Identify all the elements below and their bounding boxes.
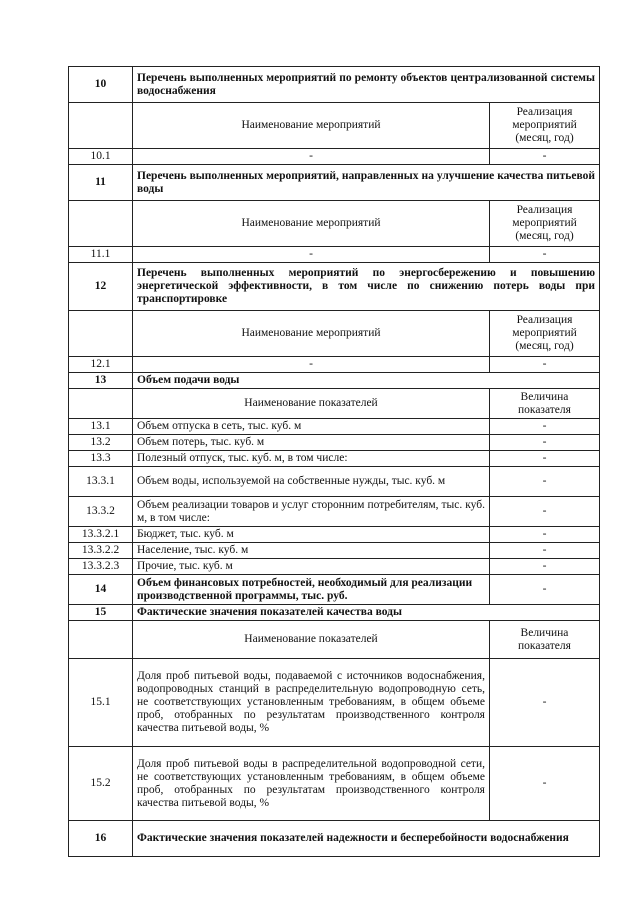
row-value: - [489,659,599,747]
row-value: - [489,419,599,435]
table-row [69,527,600,543]
column-header-name: Наименование мероприятий [133,103,490,149]
table-row [69,747,600,821]
table-row [69,559,600,575]
table-row [69,467,600,497]
table-row [69,389,600,419]
table-row [69,621,600,659]
column-header-value: Реализация мероприятий (месяц, год) [489,311,599,357]
row-name: - [133,247,490,263]
row-value: - [489,357,599,373]
report-table [68,66,600,857]
row-value: - [489,467,599,497]
section-title: Перечень выполненных мероприятий по ремонту объектов централизованной системы водоснабжения [133,67,600,103]
row-name: Доля проб питьевой воды, подаваемой с источников водоснабжения, водопроводных станций в распределительную водопроводную сеть, не соответствующих установленным требованиям, в общем объеме проб, отобранных по результатам производственного контроля качества питьевой воды, % [133,659,490,747]
table-row [69,311,600,357]
row-number: 15.1 [69,659,133,747]
table-row [69,357,600,373]
column-header-name: Наименование показателей [133,621,490,659]
row-name: Население, тыс. куб. м [133,543,490,559]
row-name: Прочие, тыс. куб. м [133,559,490,575]
empty-cell [69,311,133,357]
row-number: 13.3.2.1 [69,527,133,543]
row-number: 12.1 [69,357,133,373]
row-number: 11 [69,165,133,201]
row-number: 11.1 [69,247,133,263]
row-value: - [489,527,599,543]
row-name: Объем отпуска в сеть, тыс. куб. м [133,419,490,435]
row-number: 15.2 [69,747,133,821]
row-number: 13 [69,373,133,389]
row-number: 15 [69,605,133,621]
column-header-value: Реализация мероприятий (месяц, год) [489,201,599,247]
row-name: - [133,149,490,165]
row-number: 10 [69,67,133,103]
row-number: 10.1 [69,149,133,165]
column-header-value: Величина показателя [489,389,599,419]
table-row [69,67,600,103]
row-value: - [489,149,599,165]
empty-cell [69,103,133,149]
row-name: Объем реализации товаров и услуг сторонним потребителям, тыс. куб. м, в том числе: [133,497,490,527]
table-row [69,659,600,747]
row-value: - [489,497,599,527]
section-title: Перечень выполненных мероприятий, направленных на улучшение качества питьевой воды [133,165,600,201]
row-name: Полезный отпуск, тыс. куб. м, в том числе: [133,451,490,467]
table-row [69,201,600,247]
row-value: - [489,247,599,263]
row-number: 13.1 [69,419,133,435]
empty-cell [69,621,133,659]
row-value: - [489,451,599,467]
table-row [69,605,600,621]
column-header-value: Величина показателя [489,621,599,659]
row-number: 13.3 [69,451,133,467]
row-name: Бюджет, тыс. куб. м [133,527,490,543]
row-number: 13.3.2.3 [69,559,133,575]
row-value: - [489,435,599,451]
column-header-name: Наименование мероприятий [133,201,490,247]
table-row [69,419,600,435]
column-header-name: Наименование показателей [133,389,490,419]
column-header-value: Реализация мероприятий (месяц, год) [489,103,599,149]
table-row [69,543,600,559]
empty-cell [69,389,133,419]
row-name: - [133,357,490,373]
table-row [69,435,600,451]
section-title: Фактические значения показателей надежности и бесперебойности водоснабжения [133,821,600,857]
row-value: - [489,575,599,605]
section-title: Фактические значения показателей качества воды [133,605,600,621]
row-name: Объем воды, используемой на собственные нужды, тыс. куб. м [133,467,490,497]
row-number: 13.3.2.2 [69,543,133,559]
row-number: 14 [69,575,133,605]
table-row [69,821,600,857]
row-value: - [489,747,599,821]
row-number: 16 [69,821,133,857]
empty-cell [69,201,133,247]
row-number: 12 [69,263,133,311]
row-name: Доля проб питьевой воды в распределительной водопроводной сети, не соответствующих установленным требованиям, в общем объеме проб, отобранных по результатам производственного контроля качества питьевой воды, % [133,747,490,821]
section-title: Объем подачи воды [133,373,600,389]
column-header-name: Наименование мероприятий [133,311,490,357]
table-row [69,575,600,605]
table-row [69,149,600,165]
section-title: Перечень выполненных мероприятий по энергосбережению и повышению энергетической эффективности, в том числе по снижению потерь воды при транспортировке [133,263,600,311]
table-row [69,373,600,389]
table-row [69,247,600,263]
row-number: 13.3.2 [69,497,133,527]
table-row [69,497,600,527]
row-number: 13.2 [69,435,133,451]
table-row [69,451,600,467]
table-row [69,263,600,311]
table-row [69,103,600,149]
section-title: Объем финансовых потребностей, необходимый для реализации производственной программы, тыс. руб. [133,575,490,605]
row-value: - [489,543,599,559]
row-number: 13.3.1 [69,467,133,497]
row-value: - [489,559,599,575]
row-name: Объем потерь, тыс. куб. м [133,435,490,451]
table-row [69,165,600,201]
